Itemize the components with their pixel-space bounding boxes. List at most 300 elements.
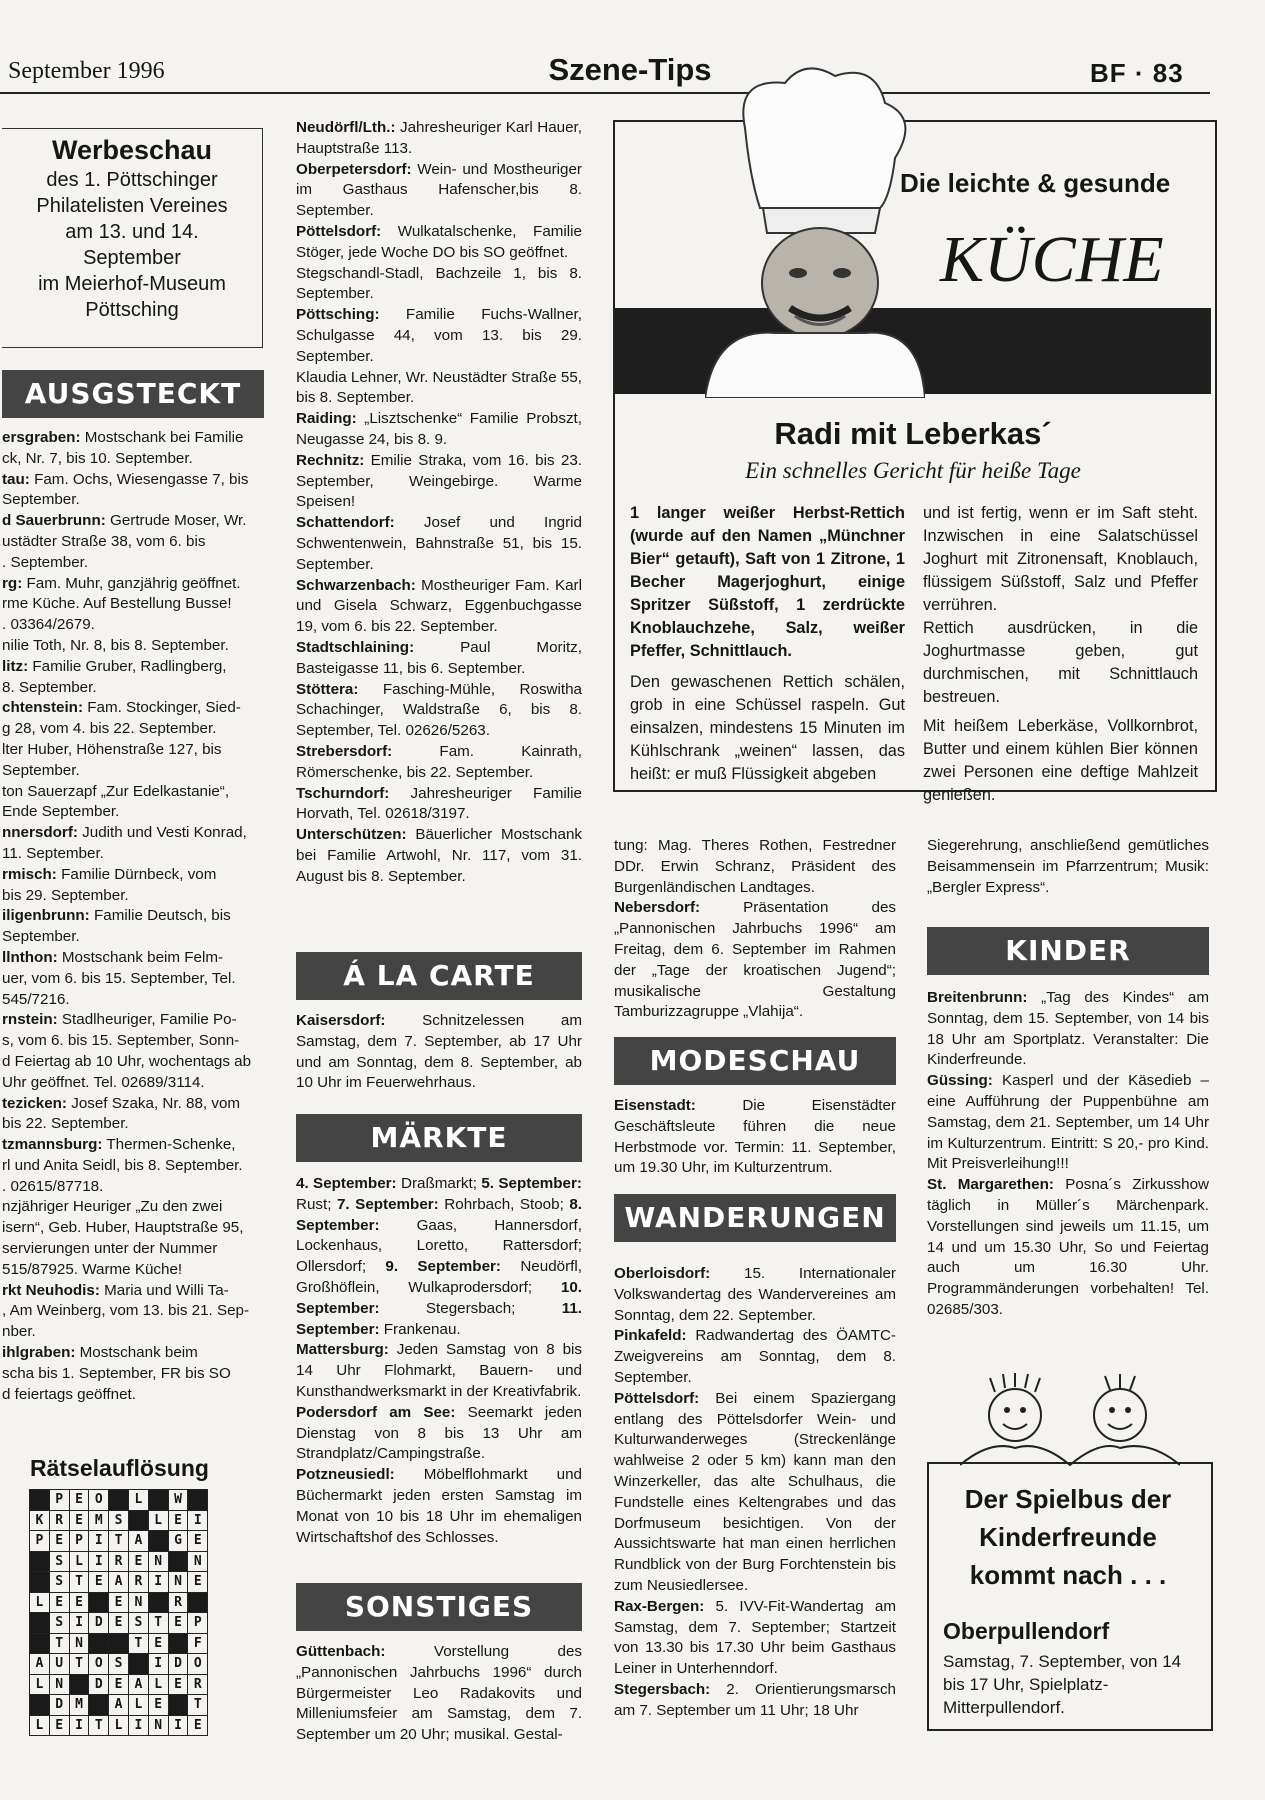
entry-place: Podersdorf am See: (296, 1403, 456, 1421)
grid-letter: S (108, 1653, 129, 1675)
entry-text: Jeden Samstag von 8 bis 14 Uhr Flohmarkt, Bauern- und Kunsthandwerksmarkt in der Kreativfabrik. (296, 1341, 582, 1400)
text-line (2, 1177, 264, 1198)
grid-letter: D (88, 1674, 109, 1696)
recipe-title: Radi mit Leberkas´ (774, 416, 1052, 451)
sonstiges-text (296, 1642, 582, 1746)
entry-place: d Sauerbrunn: (2, 512, 106, 530)
text-line (2, 844, 264, 865)
grid-letter: E (69, 1510, 90, 1532)
entry (296, 513, 582, 575)
grid-block (69, 1674, 90, 1696)
entry-text: Kasperl und der Käsedieb – eine Aufführung der Puppenbühne am Samstag, dem 21. September, um 14 Uhr im Kulturzentrum. Eintritt: S 20,- pro Kind. Mit Preisverleihung!!! (927, 1072, 1209, 1173)
text-line (2, 1239, 264, 1260)
entry-text: Siegerehrung, anschließend gemütliches Beisammensein im Pfarrzentrum; Musik: „Bergler Express“. (927, 837, 1209, 896)
entry-text: „Tag des Kindes“ am Sonntag, dem 15. September, von 14 bis 18 Uhr am Sportplatz. Veranstalter: Die Kinderfreunde. (927, 989, 1209, 1069)
werbeschau-text (2, 167, 262, 323)
entry (614, 1597, 896, 1680)
grid-block (29, 1551, 50, 1573)
entry-place: Eisenstadt: (614, 1097, 696, 1114)
grid-letter: E (148, 1694, 169, 1716)
wanderungen-text (614, 1264, 896, 1722)
grid-letter: I (128, 1715, 149, 1737)
entry-text: Jahresheuriger Familie Horvath, Tel. 02618/3197. (296, 784, 582, 823)
alacarte-text (296, 1011, 582, 1094)
entry-place: rmisch: (2, 865, 57, 883)
entry-place: Nebersdorf: (614, 899, 701, 917)
chef-illustration (705, 58, 925, 398)
grid-letter: P (49, 1489, 70, 1511)
grid-letter: L (128, 1489, 149, 1511)
text-line (2, 1281, 264, 1302)
werbeschau-line: Pöttsching (85, 299, 179, 321)
text-line (2, 1031, 264, 1052)
entry-place: Schattendorf: (296, 514, 395, 532)
grid-letter: T (88, 1715, 109, 1737)
grid-letter: D (88, 1612, 109, 1634)
entry (296, 1011, 582, 1094)
entry (296, 1174, 582, 1340)
entry-text: September. (2, 928, 80, 946)
entry-place: ersgraben: (2, 429, 81, 446)
ausgsteckt-list-2 (296, 118, 582, 887)
grid-letter: S (108, 1510, 129, 1532)
entry-text: servierungen unter der Nummer (2, 1240, 218, 1258)
text-line (2, 574, 264, 595)
entry (296, 222, 582, 264)
entry-text: Stadlheuriger, Familie Po- (57, 1011, 237, 1029)
heading-sonstiges: SONSTIGES (296, 1583, 582, 1631)
grid-letter: T (128, 1633, 149, 1655)
entry-text: ton Sauerzapf „Zur Edelkastanie“, (2, 782, 230, 800)
grid-block (187, 1592, 208, 1614)
text-line (2, 906, 264, 927)
entry-place: Kaisersdorf: (296, 1012, 386, 1029)
text-line (2, 1364, 264, 1385)
entry-text: Fam. Muhr, ganzjährig geöffnet. (22, 574, 241, 592)
raetsel-title: Rätselauflösung (30, 1455, 209, 1481)
grid-letter: T (69, 1571, 90, 1593)
grid-letter: R (128, 1571, 149, 1593)
grid-letter: I (69, 1612, 90, 1634)
entry-text: Thermen-Schenke, (102, 1136, 236, 1154)
text-line (2, 865, 264, 886)
entry-text: Gertrude Moser, Wr. (105, 512, 247, 530)
grid-letter: I (88, 1551, 109, 1573)
grid-letter: I (187, 1510, 208, 1532)
recipe-ingredients: 1 langer weißer Herbst-Rettich (wurde auf den Namen „Münchner Bier“ getauft), Saft von 1 Zitrone, 1 Becher Magerjoghurt, einige Spritzer Süßstoff, 1 zerdrückte Knoblauchzehe, Salz, weißer Pfeffer, Schnittlauch. (630, 504, 905, 660)
entry-text: ustädter Straße 38, vom 6. bis (2, 532, 206, 550)
text-line (2, 1135, 264, 1156)
entry-place: Güttenbach: (296, 1643, 386, 1660)
entry-text: Präsentation des „Pannonischen Jahrbuchs 1996“ am Freitag, dem 6. September im Rahmen der „Tage der kroatischen Jugend“; musikalische Gestaltung Tamburizzagruppe „Vlahija“. (614, 899, 896, 1021)
heading-kinder: KINDER (927, 927, 1209, 975)
grid-letter: S (49, 1571, 70, 1593)
entry-text: lter Huber, Höhenstraße 127, bis (2, 740, 222, 758)
entry-place: Pinkafeld: (614, 1327, 687, 1345)
entry-text: Judith und Vesti Konrad, (77, 824, 247, 842)
entry-text: 15. Internationaler Volkswandertag des Wandervereines am Sonntag, dem 22. September. (614, 1265, 896, 1324)
entry-place: Raiding: (296, 410, 357, 428)
entry-place: Pöttsching: (296, 306, 380, 324)
text-line (2, 948, 264, 969)
grid-letter: E (168, 1510, 189, 1532)
entry-place: tzmannsburg: (2, 1136, 103, 1154)
spielbus-place: Oberpullendorf (943, 1618, 1110, 1644)
entry (614, 836, 896, 898)
grid-letter: R (168, 1592, 189, 1614)
entry-place: rg: (2, 574, 23, 592)
spielbus-title: Der Spielbus der Kinderfreunde kommt nach . . . (964, 1484, 1172, 1590)
entry-text: Seemarkt jeden Dienstag von 8 bis 13 Uhr am Strandplatz/Campingstraße. (296, 1403, 583, 1463)
grid-letter: K (29, 1510, 50, 1532)
text-line (2, 1301, 264, 1322)
entry-place: Pöttelsdorf: (296, 222, 382, 240)
grid-letter: P (29, 1530, 50, 1552)
entry-text: 515/87925. Warme Küche! (2, 1260, 183, 1278)
text-line (2, 636, 264, 657)
entry (296, 576, 582, 638)
grid-block (128, 1653, 149, 1675)
grid-letter: I (69, 1715, 90, 1737)
entry-text: Posna´s Zirkusshow täglich in Müller´s Märchenpark. Vorstellungen sind jeweils um 11.15, um 14 und um 15.30 Uhr, So und Feiertag auch um 16.30 Uhr. Programmänderungen vorbehalten! Tel. 02685/303. (927, 1176, 1209, 1318)
text-line (2, 1197, 264, 1218)
grid-letter: N (168, 1571, 189, 1593)
text-line (2, 782, 264, 803)
entry-text: Frankenau. (379, 1320, 461, 1338)
text-line (2, 1052, 264, 1073)
entry-text: Vorstellung des „Pannonischen Jahrbuchs 1996“ durch Bürgermeister Leo Radakovits und Milleniumsfeier am Samstag, dem 7. September um 20 Uhr; musikal. Gestal- (296, 1643, 582, 1744)
grid-block (108, 1633, 129, 1655)
text-line (2, 1094, 264, 1115)
entry-text: Stegschandl-Stadl, Bachzeile 1, bis 8. September. (296, 264, 582, 303)
grid-letter: L (29, 1674, 50, 1696)
grid-letter: O (187, 1653, 208, 1675)
entry-place: Tschurndorf: (296, 784, 390, 802)
grid-block (88, 1694, 109, 1716)
page-number: BF · 83 (1090, 58, 1184, 88)
grid-letter: E (69, 1592, 90, 1614)
entry-place: Potzneusiedl: (296, 1466, 395, 1484)
grid-letter: P (187, 1612, 208, 1634)
entry (296, 680, 582, 742)
text-line (2, 1322, 264, 1343)
text-line (2, 470, 264, 491)
grid-letter: D (49, 1694, 70, 1716)
header-rule (0, 92, 1210, 94)
text-line (2, 990, 264, 1011)
entry (296, 409, 582, 451)
text-line (2, 1073, 264, 1094)
entry-text: Schnitzelessen am Samstag, dem 7. September, ab 17 Uhr und am Sonntag, dem 8. September, ab 10 Uhr im Feuerwehrhaus. (296, 1012, 582, 1092)
grid-letter: S (49, 1612, 70, 1634)
entry-place: Unterschützen: (296, 826, 407, 844)
text-line (2, 1010, 264, 1031)
text-line (2, 927, 264, 948)
text-line (2, 1260, 264, 1281)
entry (296, 1642, 582, 1746)
grid-block (148, 1530, 169, 1552)
entry-text: bis 29. September. (2, 886, 129, 904)
grid-letter: S (128, 1612, 149, 1634)
grid-block (29, 1633, 50, 1655)
grid-block (148, 1489, 169, 1511)
grid-block (187, 1489, 208, 1511)
entry-place: nnersdorf: (2, 824, 78, 842)
entry-text: . September. (2, 553, 89, 571)
grid-letter: R (49, 1510, 70, 1532)
entry-text: . 02615/87718. (2, 1177, 104, 1195)
grid-letter: I (88, 1530, 109, 1552)
entry-text: scha bis 1. September, FR bis SO (2, 1364, 231, 1382)
entry-place: 4. September: (296, 1175, 397, 1192)
entry-place: Oberpetersdorf: (296, 160, 412, 178)
entry-text: Draßmarkt; (396, 1175, 482, 1192)
entry (296, 305, 582, 367)
text-line (2, 553, 264, 574)
grid-letter: R (187, 1674, 208, 1696)
grid-letter: L (29, 1715, 50, 1737)
grid-letter: E (49, 1592, 70, 1614)
grid-letter: N (128, 1592, 149, 1614)
entry (296, 784, 582, 826)
entry (614, 1680, 896, 1722)
entry (296, 1340, 582, 1402)
entry-place: Rechnitz: (296, 451, 365, 469)
entry (927, 1175, 1209, 1321)
entry-place: Stöttera: (296, 680, 359, 698)
werbeschau-line: am 13. und 14. (65, 221, 199, 243)
grid-letter: N (148, 1715, 169, 1737)
entry-place: St. Margarethen: (927, 1176, 1054, 1194)
werbeschau-line: September (83, 247, 181, 269)
grid-letter: T (187, 1694, 208, 1716)
entry (614, 898, 896, 1023)
entry-text: Rohrbach, Stoob; (438, 1195, 570, 1213)
grid-letter: W (168, 1489, 189, 1511)
entry (296, 825, 582, 887)
grid-letter: E (69, 1489, 90, 1511)
grid-block (29, 1571, 50, 1593)
grid-letter: T (148, 1612, 169, 1634)
werbeschau-line: im Meierhof-Museum (38, 273, 226, 295)
entry-place: Rax-Bergen: (614, 1597, 705, 1615)
entry-text: Bäuerlicher Mostschank bei Familie Artwohl, Nr. 117, vom 31. August bis 8. September. (296, 826, 582, 885)
entry-text: Stegersbach; (379, 1299, 562, 1317)
entry-text: Mostschank beim Felm- (57, 948, 224, 966)
entry-text: s, vom 6. bis 15. September, Sonn- (2, 1032, 240, 1050)
text-line (2, 615, 264, 636)
grid-letter: I (148, 1571, 169, 1593)
grid-letter: E (49, 1530, 70, 1552)
grid-letter: E (88, 1571, 109, 1593)
grid-letter: E (108, 1674, 129, 1696)
heading-maerkte: MÄRKTE (296, 1114, 582, 1162)
grid-letter: U (49, 1653, 70, 1675)
entry (296, 160, 582, 222)
grid-block (88, 1633, 109, 1655)
entry (296, 118, 582, 160)
entry-text: September. (2, 761, 80, 779)
entry (614, 1326, 896, 1388)
entry-place: chtenstein: (2, 699, 84, 717)
entry-place: Oberloisdorf: (614, 1265, 711, 1282)
entry-text: Maria und Willi Ta- (99, 1281, 229, 1299)
entry-place: tezicken: (2, 1094, 67, 1112)
entry-text: „Lisztschenke“ Familie Probszt, Neugasse 24, bis 8. 9. (296, 410, 582, 448)
text-line (2, 678, 264, 699)
grid-letter: E (168, 1612, 189, 1634)
entry-text: d feiertags geöffnet. (2, 1385, 136, 1403)
recipe-step-1: Den gewaschenen Rettich schälen, grob in eine Schüssel raspeln. Gut einsalzen, mindestens 15 Minuten im Kühlschrank „weinen“ lassen, das heißt: er muß Flüssigkeit abgeben (630, 673, 905, 783)
grid-letter: T (69, 1653, 90, 1675)
recipe-step-2: und ist fertig, wenn er im Saft steht. Inzwischen in eine Salatschüssel Joghurt mit Zitronensaft, Knoblauch, flüssigem Süßstoff, Salz und Pfeffer verrühren. (923, 504, 1198, 614)
text-line (2, 1114, 264, 1135)
entry-text: Familie Deutsch, bis (89, 907, 231, 925)
entry-place: rnstein: (2, 1011, 58, 1029)
section-title: Szene-Tips (548, 52, 712, 87)
text-line (2, 761, 264, 782)
heading-wanderungen: WANDERUNGEN (614, 1194, 896, 1242)
text-line (2, 594, 264, 615)
text-line (2, 490, 264, 511)
grid-letter: E (148, 1633, 169, 1655)
kueche-kicker: Die leichte & gesunde (900, 168, 1171, 198)
grid-letter: I (168, 1715, 189, 1737)
werbeschau-title: Werbeschau (51, 135, 213, 165)
entry-text: Fam. Stockinger, Sied- (83, 699, 241, 717)
text-line (2, 698, 264, 719)
grid-letter: E (187, 1530, 208, 1552)
grid-block (168, 1551, 189, 1573)
grid-block (88, 1592, 109, 1614)
entry-text: Neudörfl, Großhöflein, Wulkaprodersdorf; (296, 1258, 582, 1296)
entry-place: tau: (2, 470, 30, 488)
entry-text: Emilie Straka, vom 16. bis 23. September, Weingebirge. Warme Speisen! (296, 451, 582, 511)
entry-text: nzjähriger Heuriger „Zu den zwei (2, 1198, 223, 1216)
entry-text: 545/7216. (2, 990, 70, 1008)
grid-letter: L (29, 1592, 50, 1614)
entry-text: rl und Anita Seidl, bis 8. September. (2, 1156, 243, 1174)
entry (296, 1465, 582, 1548)
heading-modeschau: MODESCHAU (614, 1037, 896, 1085)
entry-text: 8. September. (2, 678, 97, 696)
grid-letter: R (108, 1551, 129, 1573)
entry-place: ihlgraben: (2, 1344, 76, 1362)
grid-block (128, 1510, 149, 1532)
entry-text: Radwandertag des ÖAMTC-Zweigvereins am Sonntag, dem 8. September. (614, 1327, 896, 1386)
entry-text: nber. (2, 1323, 36, 1341)
grid-letter: P (69, 1530, 90, 1552)
entry-text: Klaudia Lehner, Wr. Neustädter Straße 55, bis 8. September. (296, 368, 582, 407)
grid-letter: A (108, 1571, 129, 1593)
entry-text: Familie Gruber, Radlingberg, (28, 657, 227, 675)
entry-place: 9. September: (385, 1258, 501, 1276)
entry-text: Fasching-Mühle, Roswitha Schachinger, Waldstraße 6, bis 8. September, Tel. 02626/5263. (296, 680, 582, 740)
grid-letter: G (168, 1530, 189, 1552)
text-line (2, 802, 264, 823)
children-drawing (960, 1370, 1180, 1470)
grid-letter: T (49, 1633, 70, 1655)
text-line (2, 511, 264, 532)
grid-block (148, 1592, 169, 1614)
entry-place: Strebersdorf: (296, 742, 393, 760)
grid-block (168, 1633, 189, 1655)
entry-place: 10. September: (296, 1278, 582, 1317)
entry-text: Fam. Kainrath, Römerschenke, bis 22. September. (296, 742, 582, 781)
grid-letter: L (108, 1715, 129, 1737)
entry-text: tung: Mag. Theres Rothen, Festredner DDr. Erwin Schranz, Präsident des Burgenländischen Landtages. (614, 837, 896, 896)
text-line (2, 1343, 264, 1364)
grid-letter: N (69, 1633, 90, 1655)
entry-text: rme Küche. Auf Bestellung Busse! (2, 595, 232, 613)
recipe-subtitle: Ein schnelles Gericht für heiße Tage (745, 458, 1081, 483)
entry-place: 7. September: (336, 1195, 439, 1213)
entry-text: Uhr geöffnet. Tel. 02689/3114. (2, 1073, 205, 1091)
grid-letter: L (148, 1510, 169, 1532)
entry-place: 11. September: (296, 1299, 582, 1338)
grid-letter: A (128, 1530, 149, 1552)
grid-letter: E (168, 1674, 189, 1696)
grid-letter: N (187, 1551, 208, 1573)
text-line (2, 1218, 264, 1239)
grid-letter: E (187, 1571, 208, 1593)
entry-text: Rust; (296, 1195, 337, 1213)
entry-text: Gaas, Hannersdorf, Lockenhaus, Loretto, Rattersdorf; Ollersdorf; (296, 1216, 582, 1276)
grid-letter: N (148, 1551, 169, 1573)
grid-block (168, 1694, 189, 1716)
entry-place: litz: (2, 657, 29, 675)
grid-letter: E (108, 1592, 129, 1614)
entry-text: Ende September. (2, 803, 120, 821)
grid-letter: A (108, 1694, 129, 1716)
entry (927, 836, 1209, 898)
entry-text: Jahresheuriger Karl Hauer, Hauptstraße 113. (296, 119, 582, 157)
grid-letter: O (88, 1653, 109, 1675)
entry-text: uer, vom 6. bis 15. September, Tel. (2, 969, 236, 987)
heading-alacarte: Á LA CARTE (296, 952, 582, 1000)
grid-letter: M (69, 1694, 90, 1716)
entry-text: September. (2, 491, 80, 509)
sonstiges-text-2 (614, 836, 896, 1023)
text-line (2, 449, 264, 470)
grid-letter: I (148, 1653, 169, 1675)
grid-letter: L (128, 1694, 149, 1716)
grid-letter: S (49, 1551, 70, 1573)
text-line (2, 969, 264, 990)
modeschau-text (614, 1096, 896, 1179)
grid-letter: M (88, 1510, 109, 1532)
entry-place: Schwarzenbach: (296, 576, 416, 594)
entry-text: Bei einem Spaziergang entlang des Pöttelsdorfer Wein- und Kulturwanderweges (Streckenlänge wahlweise 2 oder 5 km) kann man den Winzerkeller, das alte Schulhaus, die Fundstelle eines Keltengrabes und das Dorfmuseum besichtigen. Von der Aussichtswarte hat man einen herrlichen Rundblick von der Burg Forchtenstein bis zum Neusiedlersee. (614, 1389, 896, 1594)
werbeschau-line: des 1. Pöttschinger (46, 169, 218, 191)
grid-letter: T (108, 1530, 129, 1552)
werbeschau-line: Philatelisten Vereines (36, 195, 228, 217)
grid-block (108, 1489, 129, 1511)
entry-text: Josef Szaka, Nr. 88, vom (67, 1094, 241, 1112)
grid-letter: A (29, 1653, 50, 1675)
maerkte-text (296, 1174, 582, 1548)
heading-ausgsteckt: AUSGSTECKT (2, 370, 264, 418)
entry-text: Josef und Ingrid Schwentenwein, Bahnstraße 51, bis 15. September. (296, 514, 582, 573)
entry-text: Mostschank beim (75, 1344, 198, 1362)
entry-place: Pöttelsdorf: (614, 1389, 700, 1407)
entry-place: rkt Neuhodis: (2, 1281, 100, 1299)
grid-block (29, 1612, 50, 1634)
entry-place: Stegersbach: (614, 1680, 711, 1698)
entry-text: g 28, vom 4. bis 22. September. (2, 720, 217, 738)
entry-text: Wulkatalschenke, Familie Stöger, jede Woche DO bis SO geöffnet. (296, 222, 582, 261)
entry-text: ck, Nr. 7, bis 10. September. (2, 449, 193, 467)
